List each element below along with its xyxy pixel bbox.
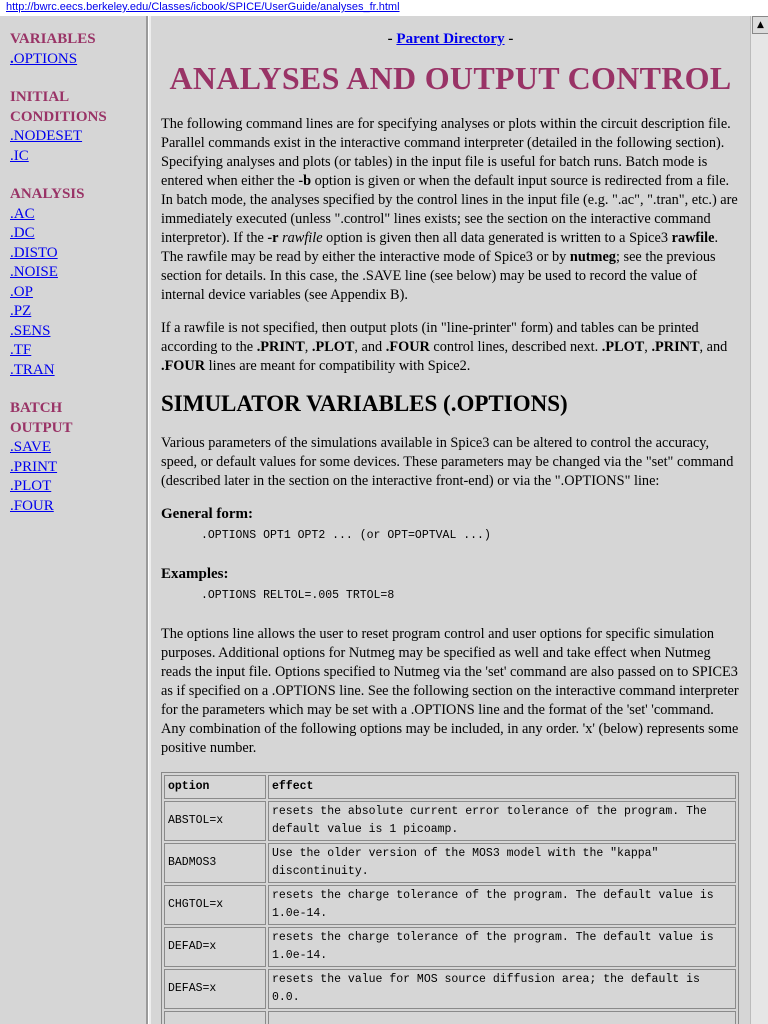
table-cell-effect: resets the charge tolerance of the program. The default value is 1.0e-14. bbox=[268, 885, 736, 925]
examples-label: Examples: bbox=[161, 566, 229, 582]
sidebar-link-ic[interactable]: .IC bbox=[10, 147, 29, 164]
sidebar-link-print[interactable]: .PRINT bbox=[10, 458, 58, 475]
sidebar-heading-conditions: CONDITIONS bbox=[10, 108, 107, 125]
section-heading-options: SIMULATOR VARIABLES (.OPTIONS) bbox=[161, 391, 568, 416]
table-row bbox=[164, 969, 736, 1009]
table-cell-effect: resets the value for MOS source diffusion area; the default is 0.0. bbox=[268, 969, 736, 1009]
table-cell-effect: resets the absolute current error tolerance of the program. The default value is 1 picoamp. bbox=[268, 801, 736, 841]
p1-text-d: option is given then all data generated is written to a Spice3 bbox=[322, 230, 672, 246]
p1-nutmeg: nutmeg bbox=[569, 249, 616, 265]
p1-b-option: -b bbox=[298, 173, 312, 189]
sidebar-heading-variables: VARIABLES bbox=[10, 31, 96, 47]
intro-paragraph bbox=[161, 115, 740, 305]
table-cell-effect: Use the older version of the MOS3 model with the "kappa" discontinuity. bbox=[268, 843, 736, 883]
sidebar-link-op[interactable]: .OP bbox=[10, 283, 33, 300]
sidebar-heading-batch: BATCH bbox=[10, 400, 63, 416]
p2-comma1: , bbox=[304, 339, 312, 355]
sidebar-link-pz[interactable]: .PZ bbox=[10, 303, 32, 319]
p1-rawfile-bold: rawfile bbox=[671, 230, 715, 246]
general-form-code: .OPTIONS OPT1 OPT2 ... (or OPT=OPTVAL ...) bbox=[201, 529, 491, 542]
page-title: ANALYSES AND OUTPUT CONTROL bbox=[169, 60, 732, 96]
sidebar-heading-analysis: ANALYSIS bbox=[10, 186, 85, 202]
p2-text-a: If a rawfile is not specified, then output plots (in "line-printer" form) and tables can be printed according to the bbox=[161, 320, 699, 355]
table-header-option: option bbox=[164, 775, 266, 799]
rawfile-paragraph bbox=[161, 319, 740, 376]
table-row bbox=[164, 801, 736, 841]
p2-four: .FOUR bbox=[385, 339, 430, 355]
sidebar-nav bbox=[0, 16, 148, 1024]
sidebar-link-four[interactable]: .FOUR bbox=[10, 497, 54, 514]
sidebar-link-tran[interactable]: .TRAN bbox=[10, 361, 55, 378]
p2-plot: .PLOT bbox=[311, 339, 355, 355]
examples-code: .OPTIONS RELTOL=.005 TRTOL=8 bbox=[201, 589, 395, 602]
sidebar-link-tf[interactable]: .TF bbox=[10, 342, 32, 358]
sidebar-link-options[interactable] bbox=[10, 50, 146, 70]
sidebar-link-plot[interactable]: .PLOT bbox=[10, 478, 52, 494]
vertical-scrollbar[interactable] bbox=[750, 16, 768, 1024]
p1-text-e: . The rawfile may be read by either the interactive mode of Spice3 or by bbox=[161, 230, 719, 265]
sidebar-heading-output: OUTPUT bbox=[10, 419, 73, 436]
table-row bbox=[164, 927, 736, 967]
sidebar-link-disto[interactable]: .DISTO bbox=[10, 244, 58, 261]
options-link-dot: . bbox=[10, 50, 14, 67]
p1-rawfile-italic: rawfile bbox=[282, 230, 323, 246]
options-intro-paragraph: Various parameters of the simulations available in Spice3 can be altered to control the accuracy, speed, or default values for some devices. These parameters may be changed via the "set" command (described later in the section on the interactive front-end) or via the ".OPTIONS" line: bbox=[161, 435, 734, 489]
sidebar-heading-initial: INITIAL bbox=[10, 89, 70, 105]
sidebar-link-nodeset[interactable]: .NODESET bbox=[10, 128, 83, 144]
sidebar-link-noise[interactable]: .NOISE bbox=[10, 264, 58, 280]
table-cell-option bbox=[164, 1011, 266, 1024]
parent-directory-link[interactable]: Parent Directory bbox=[396, 31, 505, 47]
p1-text-f: ; see the previous section for details. In this case, the .SAVE line (see below) may be used to record the value of internal device variables (see Appendix B). bbox=[161, 249, 716, 303]
scroll-up-arrow-icon[interactable]: ▲ bbox=[752, 16, 768, 34]
sidebar-link-dc[interactable]: .DC bbox=[10, 225, 35, 241]
main-content bbox=[151, 16, 750, 1024]
p2-and2: , and bbox=[699, 339, 728, 355]
p2-text-b: control lines, described next. bbox=[429, 339, 602, 355]
page-url-link[interactable]: http://bwrc.eecs.berkeley.edu/Classes/icbook/SPICE/UserGuide/analyses_fr.html bbox=[6, 1, 400, 13]
table-cell-option: ABSTOL=x bbox=[164, 801, 266, 841]
parent-nav bbox=[161, 30, 740, 49]
table-row bbox=[164, 1011, 736, 1024]
sidebar-link-save[interactable]: .SAVE bbox=[10, 439, 51, 455]
options-link-label: OPTIONS bbox=[13, 50, 78, 67]
table-cell-option: DEFAS=x bbox=[164, 969, 266, 1009]
table-cell-option: DEFAD=x bbox=[164, 927, 266, 967]
p2-print: .PRINT bbox=[256, 339, 305, 355]
table-cell-effect bbox=[268, 1011, 736, 1024]
sidebar-link-ac[interactable]: .AC bbox=[10, 205, 35, 222]
table-row bbox=[164, 885, 736, 925]
p2-comma2: , bbox=[644, 339, 652, 355]
p2-and1: , and bbox=[354, 339, 386, 355]
table-cell-option: CHGTOL=x bbox=[164, 885, 266, 925]
parent-prefix: - bbox=[387, 31, 397, 47]
p1-text-c: option is given or when the default input source is redirected from a file. In batch mode, the analyses specified by the control lines in the input file (e.g. ".ac", ".tran", etc.) are immediately executed (unless ".control" lines exists; see the section on the interactive command interpretor). If the bbox=[161, 173, 738, 246]
general-form-label: General form: bbox=[161, 506, 254, 522]
options-table bbox=[161, 772, 739, 1024]
url-bar bbox=[0, 0, 756, 16]
p2-print2: .PRINT bbox=[651, 339, 700, 355]
p2-four2: .FOUR bbox=[161, 358, 206, 374]
table-header-row bbox=[164, 775, 736, 799]
parent-suffix: - bbox=[504, 31, 514, 47]
table-cell-effect: resets the charge tolerance of the program. The default value is 1.0e-14. bbox=[268, 927, 736, 967]
options-line-paragraph: The options line allows the user to reset program control and user options for specific simulation purposes. Additional options for Nutmeg may be specified as well and take effect when Nutmeg reads the input file. Options specified to Nutmeg via the 'set' command are also passed on to SPICE3 as if specified on a .OPTIONS line. See the following section on the interactive command interpreter for the parameters which may be set with a .OPTIONS line and the format of the 'set' 'command. Any combination of the following options may be included, in any order. 'x' (below) represents some positive number. bbox=[161, 626, 739, 756]
table-header-effect: effect bbox=[268, 775, 736, 799]
p1-text-a: The following command lines are for specifying analyses or plots within the circuit description file. Parallel commands exist in the interactive command interpreter (detailed in the following section). Specifying analyses and plots (or tables) in the input file is useful for batch runs. Batch mode is entered when either the bbox=[161, 116, 731, 189]
sidebar-link-sens[interactable]: .SENS bbox=[10, 322, 51, 339]
table-cell-option: BADMOS3 bbox=[164, 843, 266, 883]
p1-r-option: -r bbox=[267, 230, 279, 246]
p2-text-c: lines are meant for compatibility with Spice2. bbox=[205, 358, 471, 374]
table-row bbox=[164, 843, 736, 883]
p2-plot2: .PLOT bbox=[601, 339, 645, 355]
